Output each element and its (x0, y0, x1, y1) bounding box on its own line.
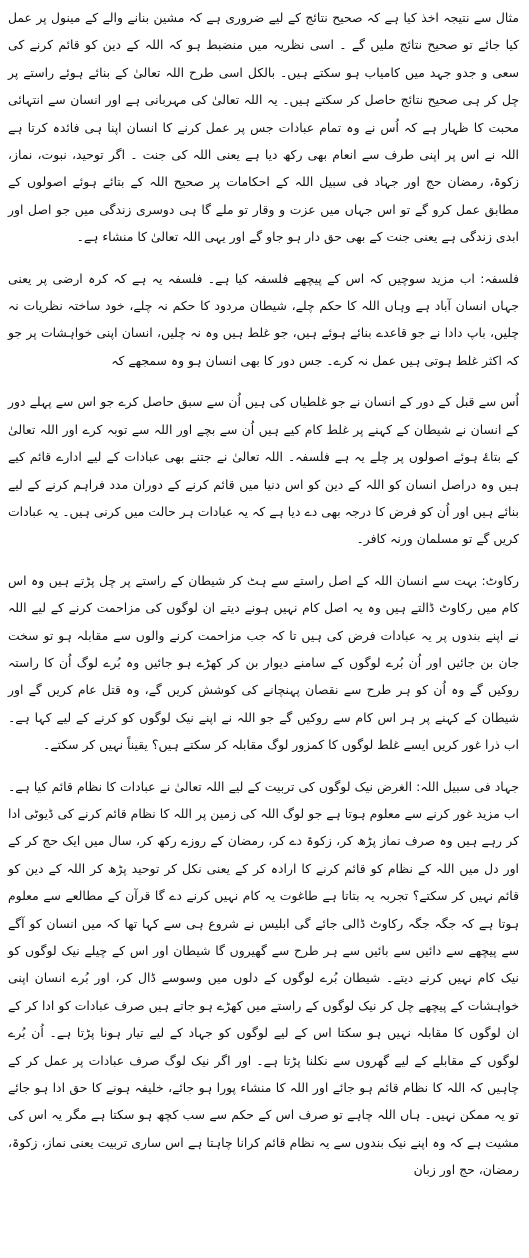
paragraph-lessons: اُس سے قبل کے دور کے انسان نے جو غلطیاں کی ہیں اُن سے سبق حاصل کرے جو اس سے پہلے دور کے انسان نے شیطان کے کہنے پر غلط کام کیے ہیں اُن سے بچے اور اللہ سے توبہ کرے اور اللہ تعالیٰ کے بتاۓ ہوئے اصولوں پر چلے یہ ہے فلسفہ۔ اللہ تعالیٰ نے جتنے بھی عبادات کے لیے ادارے قائم کیے ہیں وہ دراصل انسان کو اللہ کے دین کو اس دنیا میں قائم کرنے کے دوران مدد فراہم کرنے کے لیے بنائے ہیں اور اُن کو فرض کا درجہ بھی دے دیا ہے کہ یہ عبادات ہر حالت میں کرنی ہیں۔ یہ عبادات کریں گے تو مسلمان ورنہ کافر۔ (8, 394, 519, 547)
paragraph-philosophy: فلسفہ: اب مزید سوچیں کہ اس کے پیچھے فلسفہ کیا ہے۔ فلسفہ یہ ہے کہ کرہ ارضی پر یعنی جہاں انسان آباد ہے وہاں اللہ کا حکم چلے، شیطان مردود کا حکم نہ چلے، خود ساختہ نظریات نہ چلیں، باپ دادا نے جو قاعدے بنائے ہوئے ہیں، جو غلط ہیں وہ نہ چلیں، انسان اپنی خواہشات پر جو کہ اکثر غلط ہوتی ہیں عمل نہ کرے۔ جس دور کا بھی انسان ہو وہ سمجھے کہ (8, 270, 519, 368)
paragraph-jihad: جہاد فی سبیل اللہ: الغرض نیک لوگوں کی تربیت کے لیے اللہ تعالیٰ نے عبادات کا نظام قائم کیا ہے۔ اب مزید غور کرنے سے معلوم ہوتا ہے جو لوگ اللہ کی زمین پر اللہ کا نظام قائم کرنے کی ڈیوٹی ادا کر رہے ہیں وہ صرف نماز پڑھ کر، زکوۃ دے کر، رمضان کے روزے رکھ کر، سال میں ایک حج کر کے اور دل میں اللہ کے نظام کو قائم کرنے کا ارادہ کر کے یعنی نکل کر توحید پڑھ کر اللہ کے دین کو قائم نہیں کر سکتے؟ تجربہ یہ بتاتا ہے طاغوت یہ کام نہیں کرنے دے گا قرآن کے مطالعے سے معلوم ہوتا ہے کہ جگہ جگہ رکاوٹ ڈالی جائے گی ابلیس نے شروع ہی سے کہا تھا کہ میں انسان کو آگے سے پیچھے سے دائیں سے بائیں سے ہر طرح سے گھیروں گا شیطان اور اس کے چیلے نیک لوگوں کو نیک کام نہیں کرنے دیتے۔ شیطان بُرے لوگوں کے دلوں میں وسوسے ڈال کر، اور بُرے انسان اپنی خواہشات کے پیچھے چل کر نیک لوگوں کے راستے میں کھڑے ہو جاتے ہیں صرف عبادات کو ادا کر کے ان لوگوں کا مقابلہ نہیں ہو سکتا اس کے لیے لوگوں کو جہاد کے لیے تیار ہونا پڑتا ہے۔ اُن بُرے لوگوں کے مقابلے کے لیے گھروں سے نکلنا پڑتا ہے۔ اور اگر نیک لوگ صرف عبادات پر عمل کر کے چاہیں کہ اللہ کا نظام قائم ہو جائے اور اللہ کا منشاء پورا ہو جائے، خلیفہ ہونے کا حق ادا ہو جائے تو یہ ممکن نہیں۔ ہاں اللہ چاہے تو صرف اس کے حکم سے سب کچھ ہو سکتا ہے مگر یہ اس کی مشیت ہے کہ وہ اپنے نیک بندوں سے یہ نظام قائم کرانا چاہتا ہے اس ساری تربیت یعنی نماز، زکوۃ، رمضان، حج اور زبان (8, 778, 519, 1178)
paragraph-obstacle: رکاوٹ: بہت سے انسان اللہ کے اصل راستے سے ہٹ کر شیطان کے راستے پر چل پڑتے ہیں وہ اس کام میں رکاوٹ ڈالتے ہیں وہ یہ اصل کام نہیں ہونے دیتے ان لوگوں کی مزاحمت کرنے کے لیے اللہ نے اپنے بندوں پر یہ عبادات فرض کی ہیں تا کہ جب مزاحمت کرنے والوں سے مقابلہ ہو تو سخت جان بن جائیں اور اُن بُرے لوگوں کے سامنے دیوار بن کر کھڑے ہو جائیں وہ بُرے لوگ اُن کا راستہ روکیں گے وہ اُن کو ہر طرح سے نقصان پہنچانے کی کوشش کریں گے، وہ قتل عام کریں گے اور شیطان کے کہنے پر ہر اس کام سے روکیں گے جو اللہ نے اپنے نیک لوگوں کو کرنے کے لیے کہا ہے۔ اب ذرا غور کریں ایسے غلط لوگوں کا کمزور لوگ مقابلہ کر سکتے ہیں؟ یقیناً نہیں کر سکتے۔ (8, 572, 519, 753)
paragraph-intro: مثال سے نتیجہ اخذ کیا ہے کہ صحیح نتائج کے لیے ضروری ہے کہ مشین بنانے والے کے مینول پر عمل کیا جائے تو صحیح نتائج ملیں گے ۔ اسی نظریہ میں منضبط ہو کہ اللہ کے دین کو قائم کرنے کی سعی و جدو جہد میں کامیاب ہو سکتے ہیں۔ بالکل اسی طرح اللہ تعالیٰ کے بنائے ہوئے راستے پر چل کر ہی صحیح نتائج حاصل کر سکتے ہیں۔ یہ اللہ تعالیٰ کی مہربانی ہے اور انسان سے انتہائی محبت کا ظہار ہے کہ اُس نے وہ تمام عبادات جس پر عمل کرنے کا انسان اپنا ہی فائدہ کرتا ہے اللہ نے اس پر اپنی طرف سے انعام بھی رکھ دیا ہے یعنی اللہ کی جنت ۔ اگر توحید، نبوت، نماز، زکوۃ، رمضان حج اور جہاد فی سبیل اللہ کے احکامات پر صحیح اللہ کے بتائے ہوئے اصولوں کے مطابق عمل کرو گے تو اس جہاں میں عزت و وقار تو ملے گا ہی دوسری زندگی میں جو اصل اور ابدی زندگی ہے یعنی جنت کے بھی حق دار ہو جاو گے اور یہی اللہ تعالیٰ کا منشاء ہے۔ (8, 10, 519, 245)
